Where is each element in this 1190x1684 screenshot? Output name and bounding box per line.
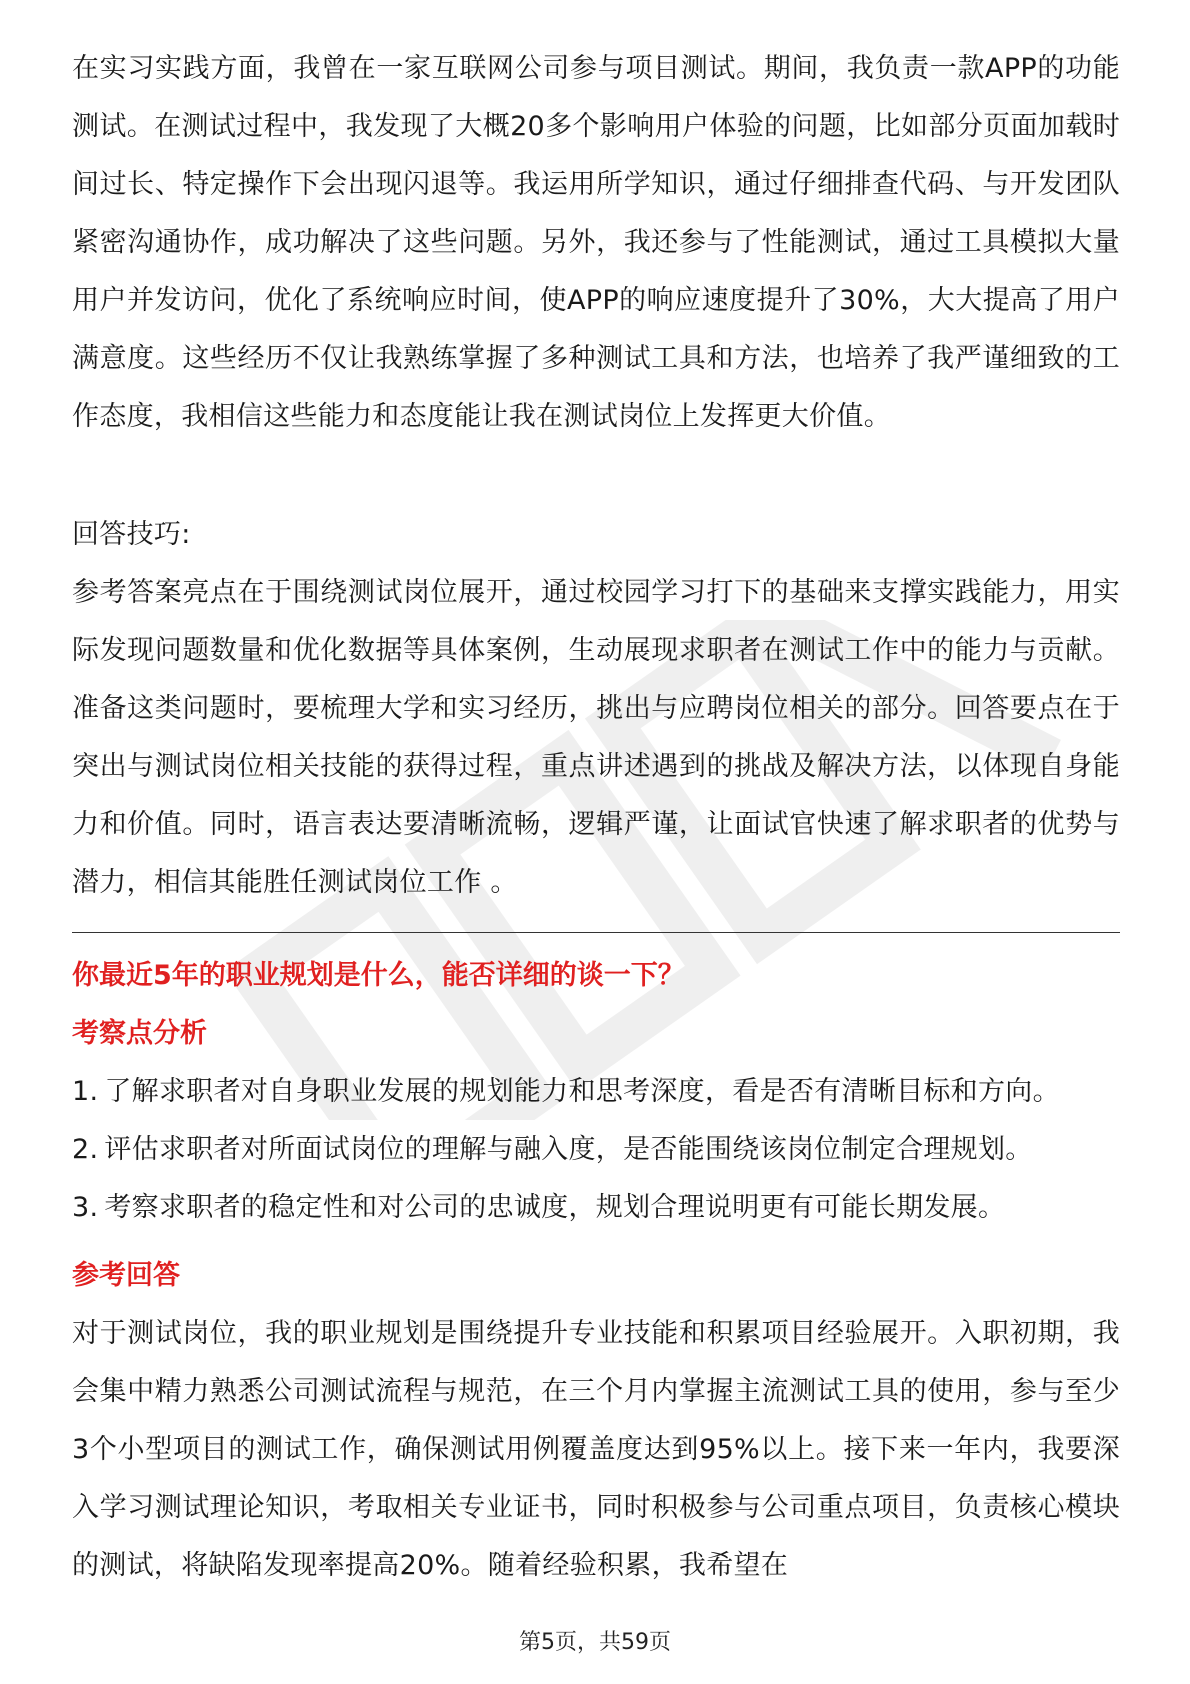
analysis-item: 1. 了解求职者对自身职业发展的规划能力和思考深度，看是否有清晰目标和方向。 bbox=[72, 1076, 1060, 1107]
intro-paragraph: 在实习实践方面，我曾在一家互联网公司参与项目测试。期间，我负责一款APP的功能测试。在测试过程中，我发现了大概20多个影响用户体验的问题，比如部分页面加载时间过长、特定操作下会出现闪退等。我运用所学知识，通过仔细排查代码、与开发团队紧密沟通协作，成功解决了这些问题。另外，我还参与了性能测试，通过工具模拟大量用户并发访问，优化了系统响应时间，使APP的响应速度提升了30%，大大提高了用户满意度。这些经历不仅让我熟练掌握了多种测试工具和方法，也培养了我严谨细致的工作态度，我相信这些能力和态度能让我在测试岗位上发挥更大价值。 bbox=[72, 53, 1120, 432]
tips-label: 回答技巧: bbox=[72, 519, 191, 550]
analysis-title: 考察点分析 bbox=[72, 1018, 207, 1049]
analysis-item: 2. 评估求职者对所面试岗位的理解与融入度，是否能围绕该岗位制定合理规划。 bbox=[72, 1134, 1033, 1165]
analysis-item: 3. 考察求职者的稳定性和对公司的忠诚度，规划合理说明更有可能长期发展。 bbox=[72, 1192, 1006, 1223]
reference-title: 参考回答 bbox=[72, 1260, 180, 1291]
page-footer: 第5页，共59页 bbox=[519, 1630, 671, 1655]
document-page bbox=[72, 40, 1120, 1595]
section-divider bbox=[72, 932, 1120, 933]
question-heading: 你最近5年的职业规划是什么，能否详细的谈一下？ bbox=[72, 960, 685, 991]
analysis-list bbox=[72, 1063, 1120, 1237]
tips-body: 参考答案亮点在于围绕测试岗位展开，通过校园学习打下的基础来支撑实践能力，用实际发现问题数量和优化数据等具体案例，生动展现求职者在测试工作中的能力与贡献。准备这类问题时，要梳理大学和实习经历，挑出与应聘岗位相关的部分。回答要点在于突出与测试岗位相关技能的获得过程，重点讲述遇到的挑战及解决方法，以体现自身能力和价值。同时，语言表达要清晰流畅，逻辑严谨，让面试官快速了解求职者的优势与潜力，相信其能胜任测试岗位工作 。 bbox=[72, 577, 1120, 898]
reference-body: 对于测试岗位，我的职业规划是围绕提升专业技能和积累项目经验展开。入职初期，我会集中精力熟悉公司测试流程与规范，在三个月内掌握主流测试工具的使用，参与至少3个小型项目的测试工作，确保测试用例覆盖度达到95%以上。接下来一年内，我要深入学习测试理论知识，考取相关专业证书，同时积极参与公司重点项目，负责核心模块的测试，将缺陷发现率提高20%。随着经验积累，我希望在 bbox=[72, 1318, 1120, 1581]
